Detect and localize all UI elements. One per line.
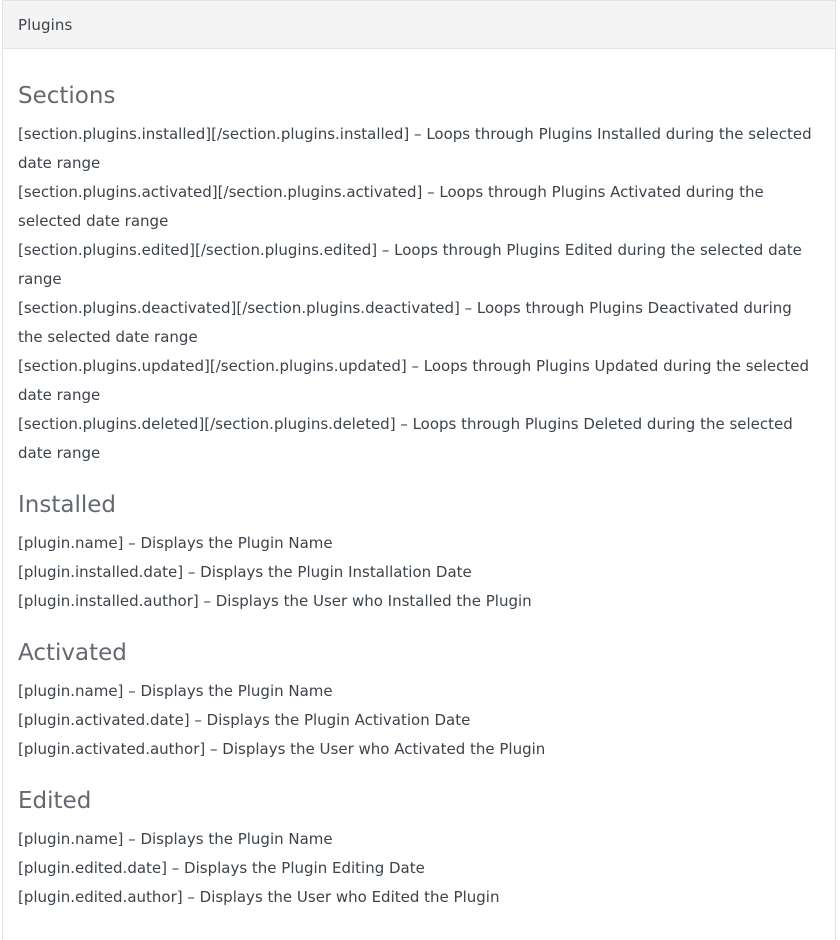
heading-sections: Sections [18, 83, 116, 109]
panel-header[interactable] [3, 1, 835, 49]
shortcode-installed-date: [plugin.installed.date] – Displays the Plugin Installation Date [18, 563, 472, 581]
panel-title: Plugins [18, 15, 73, 34]
shortcode-installed-name: [plugin.name] – Displays the Plugin Name [18, 534, 333, 552]
shortcode-section-updated: [section.plugins.updated][/section.plugins.updated] – Loops through Plugins Updated during the selected date range [18, 357, 810, 404]
shortcode-section-activated: [section.plugins.activated][/section.plugins.activated] – Loops through Plugins Activated during the selected date range [18, 183, 764, 230]
shortcode-edited-date: [plugin.edited.date] – Displays the Plugin Editing Date [18, 859, 425, 877]
shortcode-activated-date: [plugin.activated.date] – Displays the Plugin Activation Date [18, 711, 471, 729]
shortcode-section-deleted: [section.plugins.deleted][/section.plugins.deleted] – Loops through Plugins Deleted during the selected date range [18, 415, 793, 462]
shortcode-section-edited: [section.plugins.edited][/section.plugins.edited] – Loops through Plugins Edited during the selected date range [18, 241, 802, 288]
heading-installed: Installed [18, 492, 116, 518]
shortcode-edited-name: [plugin.name] – Displays the Plugin Name [18, 830, 333, 848]
heading-activated: Activated [18, 640, 127, 666]
shortcode-activated-author: [plugin.activated.author] – Displays the User who Activated the Plugin [18, 740, 546, 758]
panel-body [3, 49, 835, 912]
shortcode-activated-name: [plugin.name] – Displays the Plugin Name [18, 682, 333, 700]
heading-edited: Edited [18, 788, 92, 814]
plugins-panel [2, 0, 836, 940]
shortcode-section-installed: [section.plugins.installed][/section.plugins.installed] – Loops through Plugins Installed during the selected date range [18, 125, 812, 172]
shortcode-section-deactivated: [section.plugins.deactivated][/section.plugins.deactivated] – Loops through Plugins Deactivated during the selected date range [18, 299, 792, 346]
shortcode-edited-author: [plugin.edited.author] – Displays the User who Edited the Plugin [18, 888, 500, 906]
shortcode-installed-author: [plugin.installed.author] – Displays the User who Installed the Plugin [18, 592, 532, 610]
